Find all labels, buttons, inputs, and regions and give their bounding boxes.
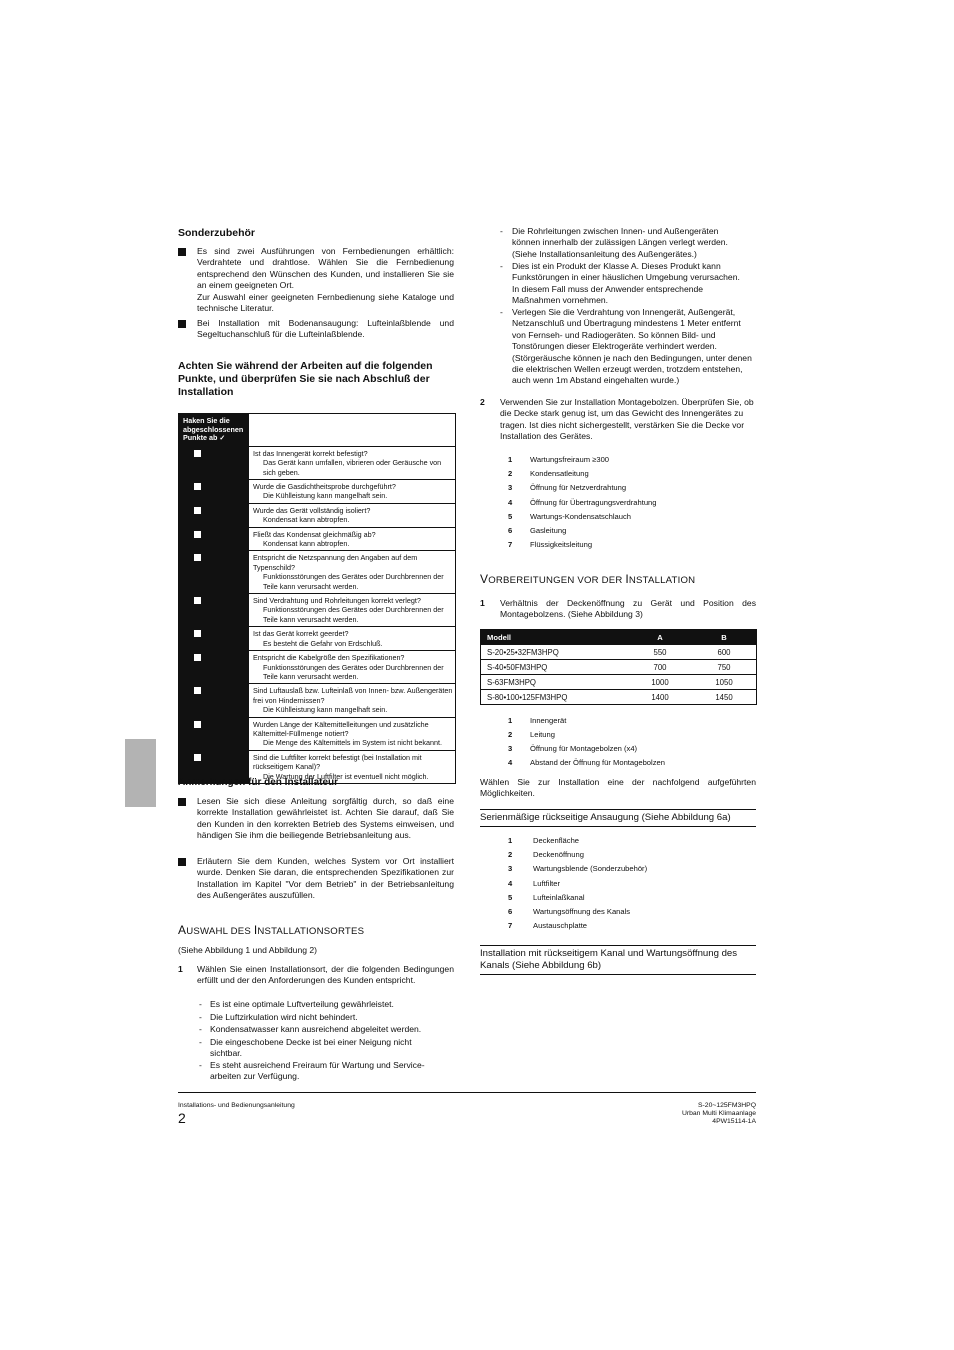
- checkbox-icon[interactable]: [194, 531, 201, 538]
- checklist-item: [249, 717, 456, 750]
- title-part-2: NSTALLATION: [628, 575, 696, 586]
- list-item: [508, 864, 647, 874]
- checklist-item: [249, 684, 456, 717]
- accessories-bullet-1: Es sind zwei Ausführungen von Fernbedienungen erhältlich: Verdrahtete und drahtlose. Wählen Sie die Fernbedienung entsprechend den Wünschen des Kunden, und installieren Sie sie an einem geeigneten Ort.: [197, 246, 454, 291]
- checklist-row: [179, 446, 456, 479]
- list-item-label: Austauschplatte: [533, 921, 588, 931]
- list-item: [508, 758, 665, 768]
- list-item-number: 1: [508, 836, 513, 845]
- table-row: [481, 690, 757, 705]
- list-item-label: Öffnung für Übertragungsverdrahtung: [530, 497, 657, 507]
- list-item-label: Innengerät: [530, 716, 567, 725]
- title-part-1: USWAHL DES: [186, 926, 254, 937]
- checkbox-icon[interactable]: [194, 687, 201, 694]
- dash-marker: -: [500, 261, 503, 271]
- list-item-label: Lufteinlaßkanal: [533, 892, 585, 902]
- title-initial-a: A: [178, 923, 187, 937]
- table-row: [481, 645, 757, 660]
- list-item: [508, 526, 566, 536]
- list-item: [508, 836, 579, 846]
- checkbox-cell: [179, 717, 250, 750]
- condition-1: Es ist eine optimale Luftverteilung gewährleistet.: [210, 999, 394, 1009]
- col-model: Modell: [481, 630, 629, 646]
- checklist-item: [249, 446, 456, 479]
- footer-manual-label: Installations- und Bedienungsanleitung: [178, 1102, 295, 1109]
- list-item-number: 3: [508, 744, 513, 753]
- checkbox-cell: [179, 527, 250, 551]
- list-item: [508, 498, 657, 508]
- checklist-question: Wurden Länge der Kältemittelleitungen und zusätzliche Kältemittel-Füllmenge notiert?: [253, 719, 429, 738]
- step2-number: 2: [480, 397, 485, 407]
- footer-product: Urban Multi Klimaanlage: [681, 1110, 756, 1117]
- checklist-row: [179, 527, 456, 551]
- list-item-label: Flüssigkeitsleitung: [530, 540, 593, 550]
- checkbox-icon[interactable]: [194, 507, 201, 514]
- prep-step-text: Verhältnis der Deckenöffnung zu Gerät und Position des Montagebolzens. (Siehe Abbildung 3): [500, 598, 756, 620]
- list-item-number: 4: [508, 497, 513, 507]
- col-b: B: [692, 630, 757, 646]
- list-item: [508, 455, 609, 465]
- model-dimension-table: [480, 629, 757, 705]
- list-item-label: Deckenfläche: [533, 836, 580, 845]
- checklist-header-spacer: [249, 414, 456, 447]
- list-item-number: 5: [508, 511, 513, 521]
- checklist-row: [179, 684, 456, 717]
- location-step-text: Wählen Sie einen Installationsort, der die folgenden Bedingungen erfüllt und der den Anforderungen des Kunden entspricht.: [197, 964, 454, 986]
- checklist-row: [179, 480, 456, 504]
- list-item-label: Wartungs-Kondensatschlauch: [530, 511, 632, 521]
- cell-b: 1050: [692, 675, 757, 690]
- list-item: [508, 907, 630, 917]
- table-row: [481, 675, 757, 690]
- title-initial-i: I: [625, 572, 629, 586]
- condition-5: Es steht ausreichend Freiraum für Wartung und Service-arbeiten zur Verfügung.: [210, 1060, 425, 1082]
- title-part-1: ORBEREITUNGEN VOR DER: [488, 575, 626, 586]
- list-item-label: Kondensatleitung: [530, 469, 589, 479]
- checkbox-cell: [179, 551, 250, 594]
- cell-b: 750: [692, 660, 757, 675]
- step2-text: Verwenden Sie zur Installation Montagebolzen. Überprüfen Sie, ob die Decke stark genug ist, um das Gewicht des Innengerätes zu tragen. Ist dies nicht sichergestellt, verstärken Sie die Decke vor Installation des Gerätes.: [500, 397, 754, 442]
- list-item-number: 1: [508, 455, 513, 464]
- checkbox-icon[interactable]: [194, 721, 201, 728]
- checklist-row: [179, 717, 456, 750]
- checkbox-icon[interactable]: [194, 483, 201, 490]
- checklist-item: [249, 627, 456, 651]
- notes-bullet-2: Erläutern Sie dem Kunden, welches System vor Ort installiert wurde. Denken Sie daran, die entsprechenden Spezifikationen zur Installation im Kapitel "Vor dem Betrieb" in der Betriebsanleitung des Außengerätes auszufüllen.: [197, 856, 454, 901]
- condition-3: Kondensatwasser kann ausreichend abgeleitet werden.: [210, 1024, 422, 1034]
- checkbox-icon[interactable]: [194, 554, 201, 561]
- list-item-number: 3: [508, 864, 513, 874]
- list-item-number: 2: [508, 850, 513, 860]
- list-item-number: 6: [508, 907, 513, 916]
- notes-title: Anmerkungen für den Installateur: [178, 777, 339, 788]
- option-heading-6a: Serienmäßige rückseitige Ansaugung (Siehe Abbildung 6a): [480, 809, 756, 827]
- bullet-icon: [178, 248, 186, 256]
- prep-step-number: 1: [480, 598, 485, 608]
- dash-marker: -: [199, 1037, 202, 1047]
- cell-model: S-40•50FM3HPQ: [481, 660, 629, 675]
- title-initial-v: V: [480, 572, 489, 586]
- list-item-label: Leitung: [530, 730, 555, 739]
- right-dash-2: Dies ist ein Produkt der Klasse A. Dieses Produkt kann Funkstörungen in einer häuslichen Umgebung verursachen. In diesem Fall muss der Anwender entsprechende Maßnahmen vornehmen.: [512, 261, 740, 306]
- col-a: A: [628, 630, 692, 646]
- list-item-label: Wartungsfreiraum ≥300: [530, 455, 610, 464]
- checklist-consequence: Die Wartung der Luftfilter ist eventuell nicht möglich.: [263, 771, 429, 781]
- section-title-preparation: [480, 572, 695, 586]
- checklist-question: Sind Luftauslaß bzw. Lufteinlaß von Innen- bzw. Außengeräten frei von Hindernissen?: [253, 686, 453, 705]
- footer-doc-id: 4PW15114-1A: [712, 1118, 756, 1125]
- page-number: 2: [178, 1110, 186, 1126]
- checklist-consequence: Die Kühlleistung kann mangelhaft sein.: [263, 705, 388, 715]
- list-item-label: Wartungsblende (Sonderzubehör): [533, 864, 648, 874]
- bullet-icon: [178, 320, 186, 328]
- checkbox-icon[interactable]: [194, 450, 201, 457]
- dash-marker: -: [500, 226, 503, 236]
- section-tab: [125, 739, 156, 807]
- list-item: [508, 716, 566, 726]
- condition-2: Die Luftzirkulation wird nicht behindert.: [210, 1012, 358, 1022]
- checklist-question: Entspricht die Netzspannung den Angaben auf dem Typenschild?: [253, 553, 418, 572]
- condition-4: Die eingeschobene Decke ist bei einer Neigung nicht sichtbar.: [210, 1037, 412, 1059]
- list-item-number: 6: [508, 526, 513, 535]
- cell-b: 600: [692, 645, 757, 660]
- checklist-row: [179, 651, 456, 684]
- checklist-item: [249, 503, 456, 527]
- checklist-row: [179, 594, 456, 627]
- table-header-row: [481, 630, 757, 646]
- cell-a: 700: [628, 660, 692, 675]
- list-item-label: Gasleitung: [530, 526, 567, 535]
- checklist-consequence: Kondensat kann abtropfen.: [263, 539, 350, 549]
- list-item-number: 1: [508, 716, 513, 725]
- list-item: [508, 921, 587, 931]
- location-reference: (Siehe Abbildung 1 und Abbildung 2): [178, 945, 318, 955]
- option-heading-6b: Installation mit rückseitigem Kanal und Wartungsöffnung des Kanals (Siehe Abbildung 6b): [480, 945, 756, 975]
- list-item-number: 3: [508, 483, 513, 493]
- dash-marker: -: [500, 307, 503, 317]
- list-item: [508, 730, 555, 740]
- checklist-header-label: Haken Sie die abgeschlossenen Punkte ab ✓: [183, 416, 244, 443]
- checklist-consequence: Die Kühlleistung kann mangelhaft sein.: [263, 491, 388, 501]
- notes-bullet-1: Lesen Sie sich diese Anleitung sorgfältig durch, so daß eine korrekte Installation gewährleistet ist. Achten Sie darauf, daß Sie den Kunden in den korrekten Betrieb des Systems einweisen, und händigen Sie ihm die beiliegende Betriebsanleitung aus.: [197, 796, 454, 841]
- bullet-icon: [178, 798, 186, 806]
- attention-title: Achten Sie während der Arbeiten auf die folgenden Punkte, und überprüfen Sie sie nach Abschluß der Installation: [178, 360, 433, 398]
- checkbox-cell: [179, 503, 250, 527]
- cell-b: 1450: [715, 692, 733, 702]
- list-item: [508, 483, 626, 493]
- checklist-consequence: Das Gerät kann umfallen, vibrieren oder Geräusche von sich geben.: [263, 458, 442, 477]
- list-item-number: 5: [508, 892, 513, 902]
- dash-marker: -: [199, 999, 202, 1009]
- list-item-number: 4: [508, 878, 513, 888]
- cell-a: 1000: [628, 675, 692, 690]
- bullet-icon: [178, 858, 186, 866]
- checkbox-icon[interactable]: [194, 630, 201, 637]
- cell-model: S-80•100•125FM3HPQ: [487, 692, 568, 702]
- checkbox-cell: [179, 594, 250, 627]
- title-part-2: NSTALLATIONSORTES: [257, 926, 365, 937]
- list-item-label: Deckenöffnung: [533, 850, 584, 860]
- checklist-consequence: Es besteht die Gefahr von Erdschluß.: [263, 638, 383, 648]
- cell-a: 550: [628, 645, 692, 660]
- checkbox-cell: [179, 651, 250, 684]
- right-dash-1: Die Rohrleitungen zwischen Innen- und Außengeräten können innerhalb der zulässigen Längen verlegt werden. (Siehe Installationsanleitung des Außengerätes.): [512, 226, 728, 259]
- checklist-row: [179, 551, 456, 594]
- checklist-table: [178, 413, 456, 784]
- list-item: [508, 744, 637, 754]
- checklist-header: [179, 414, 250, 447]
- checklist-consequence: Funktionsstörungen des Gerätes oder Durchbrennen der Teile kann verursacht werden.: [263, 572, 444, 591]
- checkbox-cell: [179, 480, 250, 504]
- checklist-question: Wurde das Gerät vollständig isoliert?: [253, 505, 371, 515]
- table-row: [481, 660, 757, 675]
- checklist-item: [249, 527, 456, 551]
- checklist-question: Wurde die Gasdichtheitsprobe durchgeführt?: [253, 482, 396, 491]
- footer-rule: [178, 1092, 756, 1093]
- footer-model: S-20~125FM3HPQ: [698, 1102, 756, 1109]
- checklist-question: Fließt das Kondensat gleichmäßig ab?: [253, 529, 376, 539]
- list-item-label: Öffnung für Netzverdrahtung: [530, 483, 627, 493]
- list-item-label: Abstand der Öffnung für Montagebolzen: [530, 758, 665, 767]
- checklist-row: [179, 627, 456, 651]
- list-item: [508, 469, 589, 479]
- checklist-item: [249, 551, 456, 594]
- section-title-location: [178, 923, 364, 937]
- checkbox-icon[interactable]: [194, 597, 201, 604]
- checklist-row: [179, 503, 456, 527]
- accessories-bullet-2: Bei Installation mit Bodenansaugung: Lufteinlaßblende und Segeltuchanschluß für die Lufteinlaßblende.: [197, 318, 454, 340]
- cell-a: 1400: [651, 692, 669, 702]
- title-initial-i: I: [253, 923, 258, 937]
- checklist-item: [249, 480, 456, 504]
- choose-text: Wählen Sie zur Installation eine der nachfolgend aufgeführten Möglichkeiten.: [480, 777, 756, 799]
- list-item-label: Luftfilter: [533, 878, 561, 888]
- list-item: [508, 540, 592, 550]
- right-dash-3: Verlegen Sie die Verdrahtung von Innengerät, Außengerät, Netzanschluß und Übertragung mindestens 1 Meter entfernt von Fernseh- und Radiogeräten. So können Bild- und Tonstörungen dieser Elektrogeräte verhindert werden. (Störgeräusche können je nach den Bedingungen, unter denen die elektrischen Wellen erzeugt werden, trotzdem entstehen, auch wenn 1m Abstand eingehalten wurde.): [512, 307, 752, 386]
- checklist-consequence: Funktionsstörungen des Gerätes oder Durchbrennen der Teile kann verursacht werden.: [263, 662, 444, 681]
- checklist-consequence: Die Menge des Kältemittels im System ist nicht bekannt.: [263, 738, 442, 748]
- checkbox-icon[interactable]: [194, 654, 201, 661]
- checklist-consequence: Kondensat kann abtropfen.: [263, 515, 350, 525]
- cell-model: S-20•25•32FM3HPQ: [481, 645, 629, 660]
- checkbox-icon[interactable]: [194, 754, 201, 761]
- dash-marker: -: [199, 1024, 202, 1034]
- list-item: [508, 893, 585, 903]
- list-item-number: 7: [508, 921, 513, 931]
- checklist-item: [249, 651, 456, 684]
- list-item: [508, 850, 584, 860]
- dash-marker: -: [199, 1060, 202, 1070]
- checklist-question: Ist das Innengerät korrekt befestigt?: [253, 448, 368, 458]
- checkbox-cell: [179, 684, 250, 717]
- list-item-number: 4: [508, 758, 513, 767]
- accessories-title: Sonderzubehör: [178, 227, 256, 239]
- list-item-number: 2: [508, 730, 513, 739]
- checkbox-cell: [179, 446, 250, 479]
- checklist-question: Sind die Luftfilter korrekt befestigt (bei Installation mit rückseitigem Kanal)?: [253, 752, 422, 772]
- checklist-question: Sind Verdrahtung und Rohrleitungen korrekt verlegt?: [253, 596, 421, 606]
- location-step-number: 1: [178, 964, 183, 974]
- list-item-number: 7: [508, 540, 513, 550]
- list-item-number: 2: [508, 469, 513, 479]
- accessories-bullet-1b: Zur Auswahl einer geeigneten Fernbedienung siehe Kataloge und technische Literatur.: [197, 292, 454, 314]
- checklist-question: Entspricht die Kabelgröße den Spezifikationen?: [253, 653, 405, 663]
- checkbox-cell: [179, 627, 250, 651]
- checklist-item: [249, 594, 456, 627]
- list-item-label: Wartungsöffnung des Kanals: [533, 907, 631, 916]
- list-item-label: Öffnung für Montagebolzen (x4): [530, 744, 638, 753]
- cell-model: S-63FM3HPQ: [481, 675, 629, 690]
- dash-marker: -: [199, 1012, 202, 1022]
- checklist-consequence: Funktionsstörungen des Gerätes oder Durchbrennen der Teile kann verursacht werden.: [263, 605, 444, 624]
- list-item: [508, 879, 560, 889]
- checklist-question: Ist das Gerät korrekt geerdet?: [253, 629, 349, 639]
- list-item: [508, 512, 631, 522]
